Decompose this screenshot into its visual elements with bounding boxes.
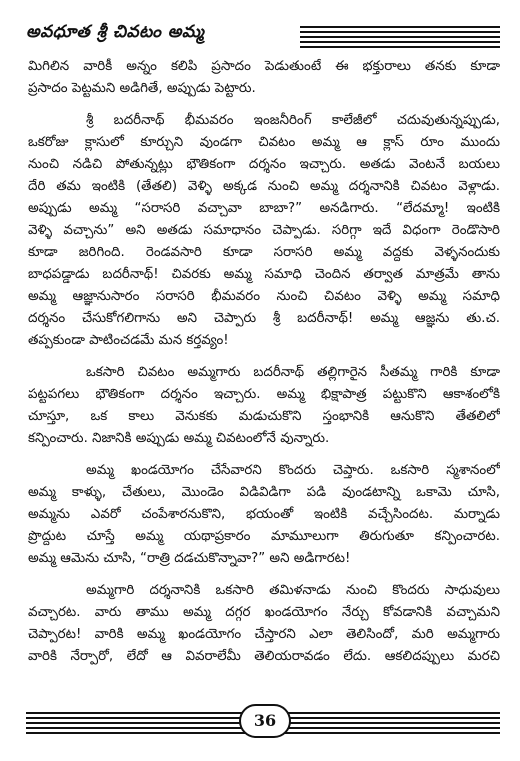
header-rule: [300, 41, 500, 43]
text-line: అమ్మ ఆమెను చూసి, “రాత్రి దడచుకొన్నావా?” అని అడిగారట!: [28, 551, 351, 566]
header-rule: [300, 36, 500, 38]
text-line: తప్పకుండా పాటించడమే మన కర్తవ్యం!: [28, 333, 229, 348]
page-footer: [26, 704, 500, 744]
text-line: ఒకరోజు క్లాసులో కూర్చుని వుండగా చివటం అమ్మ ఆ క్లాస్ రూం ముందు: [28, 135, 500, 150]
page-header: [26, 20, 500, 50]
text-line: ప్రసాదం పెట్టమని అడిగితే, అప్పుడు పెట్టారు.: [28, 81, 256, 96]
text-line: నుంచి నడిచి పోతున్నట్లు భౌతికంగా దర్శనం ఇచ్చారు. అతడు వెంటనే బయలు: [28, 157, 500, 172]
text-line: అప్పుడు అమ్మ “సరాసరి వచ్చావా బాబా?” అనడిగారు. “లేదమ్మా! ఇంటికి: [28, 201, 500, 216]
body-text: [28, 56, 500, 668]
text-line: అమ్మ ఖండయోగం చేసేవారని కొందరు చెప్తారు. ఒకసారి స్మశానంలో: [86, 463, 500, 478]
text-line: దర్శనం చేసుకోగలిగాను అని చెప్పారు శ్రీ బదరీనాథ్! అమ్మ ఆజ్ఞను తు.చ.: [28, 311, 500, 326]
text-line: అమ్మ ఆజ్ఞానుసారం సరాసరి భీమవరం నుంచి చివటం వెళ్ళి అమ్మ సమాధి: [28, 289, 500, 304]
header-rule: [300, 46, 500, 48]
page-number: 36: [239, 704, 291, 738]
paragraph: [28, 460, 500, 570]
paragraph: [28, 580, 500, 668]
text-line: దేరి తమ ఇంటికి (తేతలి) వెళ్ళి అక్కడ నుంచి అమ్మ దర్శనానికి చివటం వెళ్లాడు.: [28, 179, 500, 194]
text-line: వారికి నేర్పారో, లేదో ఆ వివరాలేమీ తెలియరావడం లేదు. ఆకలిదప్పులు మరచి: [28, 649, 500, 664]
text-line: పట్టపగలు భౌతికంగా దర్శనం ఇచ్చారు. అమ్మ భిక్షాపాత్ర పట్టుకొని ఆకాశంలోకి: [28, 387, 500, 402]
text-line: చెప్పారట! వారికి అమ్మ ఖండయోగం చేస్తారని ఎలా తెలిసిందో, మరి అమ్మగారు: [28, 627, 500, 642]
paragraph: [28, 110, 500, 352]
header-rule: [300, 31, 500, 33]
text-line: శ్రీ బదరీనాథ్ భీమవరం ఇంజనీరింగ్ కాలేజీలో చదువుతున్నప్పుడు,: [86, 113, 500, 128]
text-line: బాధపడ్డాడు బదరీనాథ్! చివరకు అమ్మ సమాధి చెందిన తర్వాత మాత్రమే తాను: [28, 267, 500, 282]
paragraph: [28, 56, 500, 100]
text-line: ప్రొద్దుట చూస్తే అమ్మ యథాప్రకారం మామూలుగా తిరుగుతూ కన్పించారట.: [28, 529, 500, 544]
text-line: వెళ్ళి వచ్చాను” అని అతడు సమాధానం చెప్పాడు. సరిగ్గా ఇదే విధంగా రెండొసారి: [28, 223, 500, 238]
text-line: అమ్మగారి దర్శనానికి ఒకసారి తమిళనాడు నుంచి కొందరు సాధువులు: [86, 583, 500, 598]
text-line: కన్పించారు. నిజానికి అప్పుడు అమ్మ చివటంలోనే వున్నారు.: [28, 431, 330, 446]
text-line: చూస్తూ, ఒక కాలు వెనుకకు మడుచుకొని స్తంభానికి ఆనుకొని తేతలిలో: [28, 409, 500, 424]
text-line: వచ్చారట. వారు తాము అమ్మ దగ్గర ఖండయోగం నేర్చు కోవడానికి వచ్చామని: [28, 605, 500, 620]
header-rule: [300, 26, 500, 28]
text-line: ఒకసారి చివటం అమ్మగారు బదరీనాథ్ తల్లిగారైన సీతమ్మ గారికి కూడా: [86, 365, 500, 380]
text-line: అమ్మను ఎవరో చంపేశారనుకొని, భయంతో ఇంటికి వచ్చేసిందట. మర్నాడు: [28, 507, 500, 522]
text-line: అమ్మ కాళ్ళు, చేతులు, మొండెం విడివిడిగా పడి వుండటాన్ని ఒకామె చూసి,: [28, 485, 500, 500]
running-header-title: అవధూత శ్రీ చివటం అమ్మ: [26, 22, 212, 46]
paragraph: [28, 362, 500, 450]
text-line: కూడా జరిగింది. రెండవసారి కూడా సరాసరి అమ్మ వద్దకు వెళ్ళనందుకు: [28, 245, 500, 260]
text-line: మిగిలిన వారికీ అన్నం కలిపి ప్రసాదం పెడుతుంటే ఈ భక్తురాలు తనకు కూడా: [28, 59, 500, 74]
